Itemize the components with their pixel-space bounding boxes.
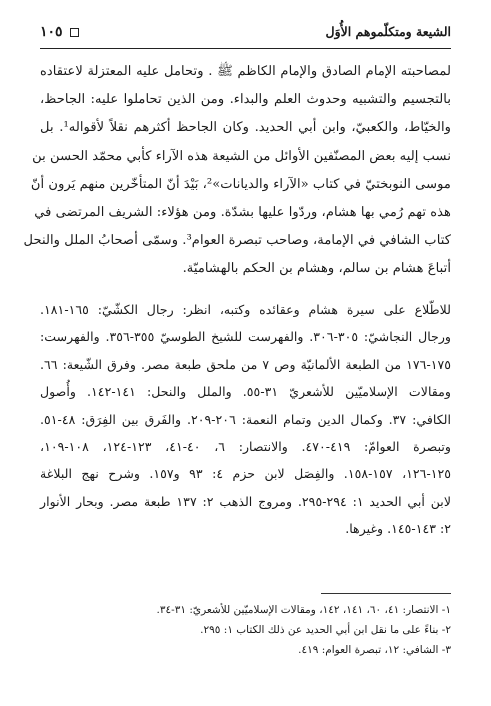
footnote: ١- الانتصار: ٤١، ٦٠، ١٤١، ١٤٢، ومقالات الإسلاميّين للأشعريّ: ٣١-٣٤. — [156, 604, 451, 616]
square-ornament-icon — [70, 28, 79, 37]
text-line: لمصاحبته الإمام الصادق والإمام الكاظم ﷺ . وتحامل عليه المعتزلة لاعتقاده — [40, 64, 451, 79]
reference-line: وتبصرة العوامّ: ٤١٩-٤٧٠. والانتصار: ٦، ٤٠-٤١، ١٢٣-١٢٤، ١٠٨-١٠٩، — [40, 438, 451, 454]
footnotes — [40, 600, 451, 660]
text-line: نسب إليه بعض المصنّفين الأوائل من الشيعة هذه الآراء كأبي محمّد الحسن بن — [32, 148, 451, 164]
reference-line: ١٧٥-١٧٦ من الطبعة الألمانيّة وص ٧ من ملحق طبعة مصر. وفرق الشّيعة: ٦٦. — [40, 356, 451, 372]
text-line: موسى النوبختيّ في كتاب «الآراء والديانات»²، بَيْدَ أنّ المتأخّرين منهم يَرون أنّ — [30, 176, 451, 192]
page-number: ١٠٥ — [40, 24, 63, 40]
text-line: والخيّاط، والكعبيّ، وابن أبي الحديد. وكان الجاحظ أكثرهم نقلاً لأقواله¹. بل — [40, 120, 451, 136]
text-line: أتباعَ هشام بن سالم، وهشام بن الحكم بالهشاميّة. — [182, 261, 451, 277]
reference-line: لابن أبي الحديد ١: ٢٩٤-٢٩٥. ومروج الذهب ٢: ١٣٧ طبعة مصر. وبحار الأنوار — [40, 493, 451, 509]
page-number-group — [40, 24, 79, 40]
text-line: كتاب الشافي في الإمامة، وصاحب تبصرة العوام³. وسمّى أصحابُ الملل والنحل — [23, 233, 451, 249]
footnote: ٣- الشافي: ١٢، تبصرة العوام: ٤١٩. — [298, 644, 451, 656]
reference-line: ورجال النجاشيّ: ٣٠٥-٣٠٦. والفهرست للشيخ الطوسيّ ٣٥٥-٣٥٦. والفهرست: — [40, 329, 452, 345]
reference-line: للاطّلاع على سيرة هشام وعقائده وكتبه، انظر: رجال الكشّيّ: ١٦٥-١٨١. — [40, 302, 451, 317]
text-line: هذه تهم رُمي بها هشام، وردّوا عليها بشدّة. ومن هؤلاء: الشريف المرتضى في — [34, 204, 451, 220]
main-paragraph — [23, 58, 451, 284]
footnote-divider — [321, 593, 451, 594]
reference-line: ١٢٥-١٢٦، ١٥٧-١٥٨. والفِصَل لابن حزم ٤: ٩٣ و١٥٧. وشرح نهج البلاغة — [40, 466, 452, 482]
reference-line: ومقالات الإسلاميّين للأشعريّ ٣١-٥٥. والملل والنحل: ١٤١-١٤٢. وأُصول — [40, 384, 451, 400]
reference-line: الكافي: ٣٧. وكمال الدين وتمام النعمة: ٢٠٦-٢٠٩. والفَرق بين الفِرَق: ٤٨-٥١. — [40, 411, 451, 427]
footnote: ٢- بناءً على ما نقل ابن أبي الحديد عن ذلك الكتاب ١: ٢٩٥. — [200, 624, 451, 636]
references-paragraph — [40, 296, 451, 543]
text-line: بالتجسيم والتشبيه وحدوث العلم والبداء. ومن الذين تحاملوا عليه: الجاحظ، — [40, 92, 451, 108]
page-header — [40, 24, 451, 49]
running-title: الشيعة ومتكلّموهم الأُوَل — [325, 24, 451, 39]
reference-line: ٢: ١٤٣-١٤٥. وغيرها. — [345, 521, 451, 537]
